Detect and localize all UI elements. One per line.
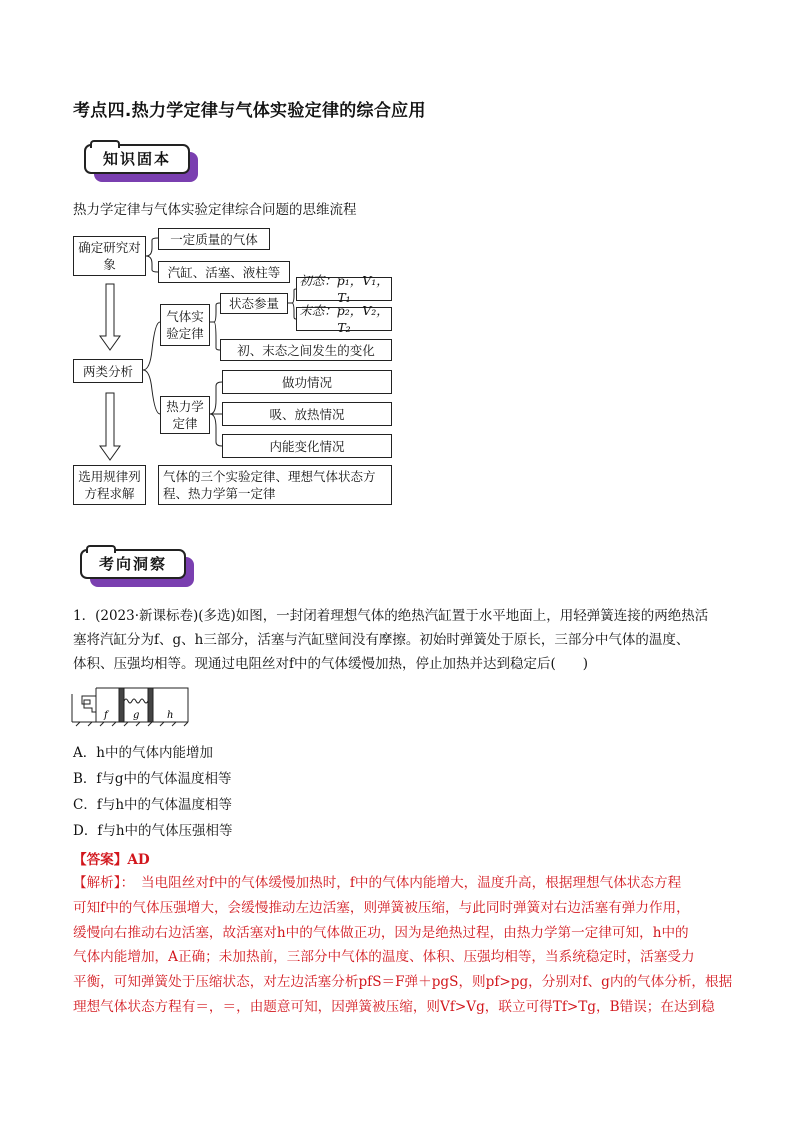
analysis-line: 平衡，可知弹簧处于压缩状态，对左边活塞分析pfS＝F弹＋pgS，则pf>pg，分别对f、g内的气体分析，根据	[73, 974, 733, 991]
flow-heat: 吸、放热情况	[222, 402, 392, 426]
flow-step-two-analysis: 两类分析	[73, 359, 143, 383]
option-c: C．f与h中的气体温度相等	[73, 797, 233, 813]
flow-state-params: 状态参量	[220, 293, 288, 314]
flow-thermo-law: 热力学定律	[160, 396, 210, 434]
flow-laws: 气体的三个实验定律、理想气体状态方程、热力学第一定律	[158, 465, 392, 505]
question-line: 体积、压强均相等。现通过电阻丝对f中的气体缓慢加热，停止加热并达到稳定后( )	[73, 656, 589, 672]
section-heading: 考点四.热力学定律与气体实验定律的综合应用	[73, 101, 426, 121]
answer: 【答案】AD	[73, 852, 150, 868]
flow-cylinder-piston: 汽缸、活塞、液柱等	[158, 261, 290, 283]
analysis-line: 【解析】： 当电阻丝对f中的气体缓慢加热时，f中的气体内能增大，温度升高，根据理想气体状态方程	[73, 875, 682, 891]
question-line: 1．(2023·新课标卷)(多选)如图，一封闭着理想气体的绝热汽缸置于水平地面上，用轻弹簧连接的两绝热活	[73, 608, 709, 624]
label-f: f	[104, 710, 108, 721]
flow-final-state: 末态：p₂，V₂，T₂	[296, 307, 392, 331]
flow-caption: 热力学定律与气体实验定律综合问题的思维流程	[73, 202, 357, 218]
analysis-line: 可知f中的气体压强增大，会缓慢推动左边活塞，则弹簧被压缩，与此同时弹簧对右边活塞有弹力作用，	[73, 899, 690, 916]
cylinder-figure	[70, 684, 195, 729]
flow-initial-state: 初态：p₁，V₁，T₁	[296, 277, 392, 301]
flow-fixed-mass-gas: 一定质量的气体	[158, 228, 270, 250]
banner-label: 考向洞察	[98, 555, 167, 573]
label-g: g	[133, 710, 140, 721]
question-line: 塞将汽缸分为f、g、h三部分，活塞与汽缸壁间没有摩擦。初始时弹簧处于原长，三部分中气体的温度、	[73, 632, 690, 648]
option-b: B．f与g中的气体温度相等	[73, 771, 232, 787]
flow-step-solve: 选用规律列方程求解	[73, 465, 146, 505]
option-d: D．f与h中的气体压强相等	[73, 823, 233, 839]
option-a: A．h中的气体内能增加	[73, 745, 213, 761]
flow-internal-energy: 内能变化情况	[222, 434, 392, 458]
flow-work: 做功情况	[222, 370, 392, 394]
banner-label: 知识固本	[102, 150, 171, 168]
analysis	[73, 871, 733, 1020]
flow-gas-law: 气体实验定律	[160, 304, 210, 346]
flow-step-research-object: 确定研究对象	[73, 236, 146, 276]
analysis-line: 气体内能增加，A正确；未加热前，三部分中气体的温度、体积、压强均相等，当系统稳定时，活塞受力	[73, 949, 695, 966]
question-text	[73, 604, 753, 676]
flow-state-change: 初、末态之间发生的变化	[220, 339, 392, 361]
banner-direction	[80, 545, 200, 591]
label-h: h	[167, 710, 174, 721]
analysis-line: 缓慢向右推动右边活塞，故活塞对h中的气体做正功，因为是绝热过程，由热力学第一定律可知，h中的	[73, 924, 689, 941]
analysis-line: 理想气体状态方程有＝，＝，由题意可知，因弹簧被压缩，则Vf>Vg，联立可得Tf>Tg，B错误；在达到稳	[73, 998, 715, 1015]
